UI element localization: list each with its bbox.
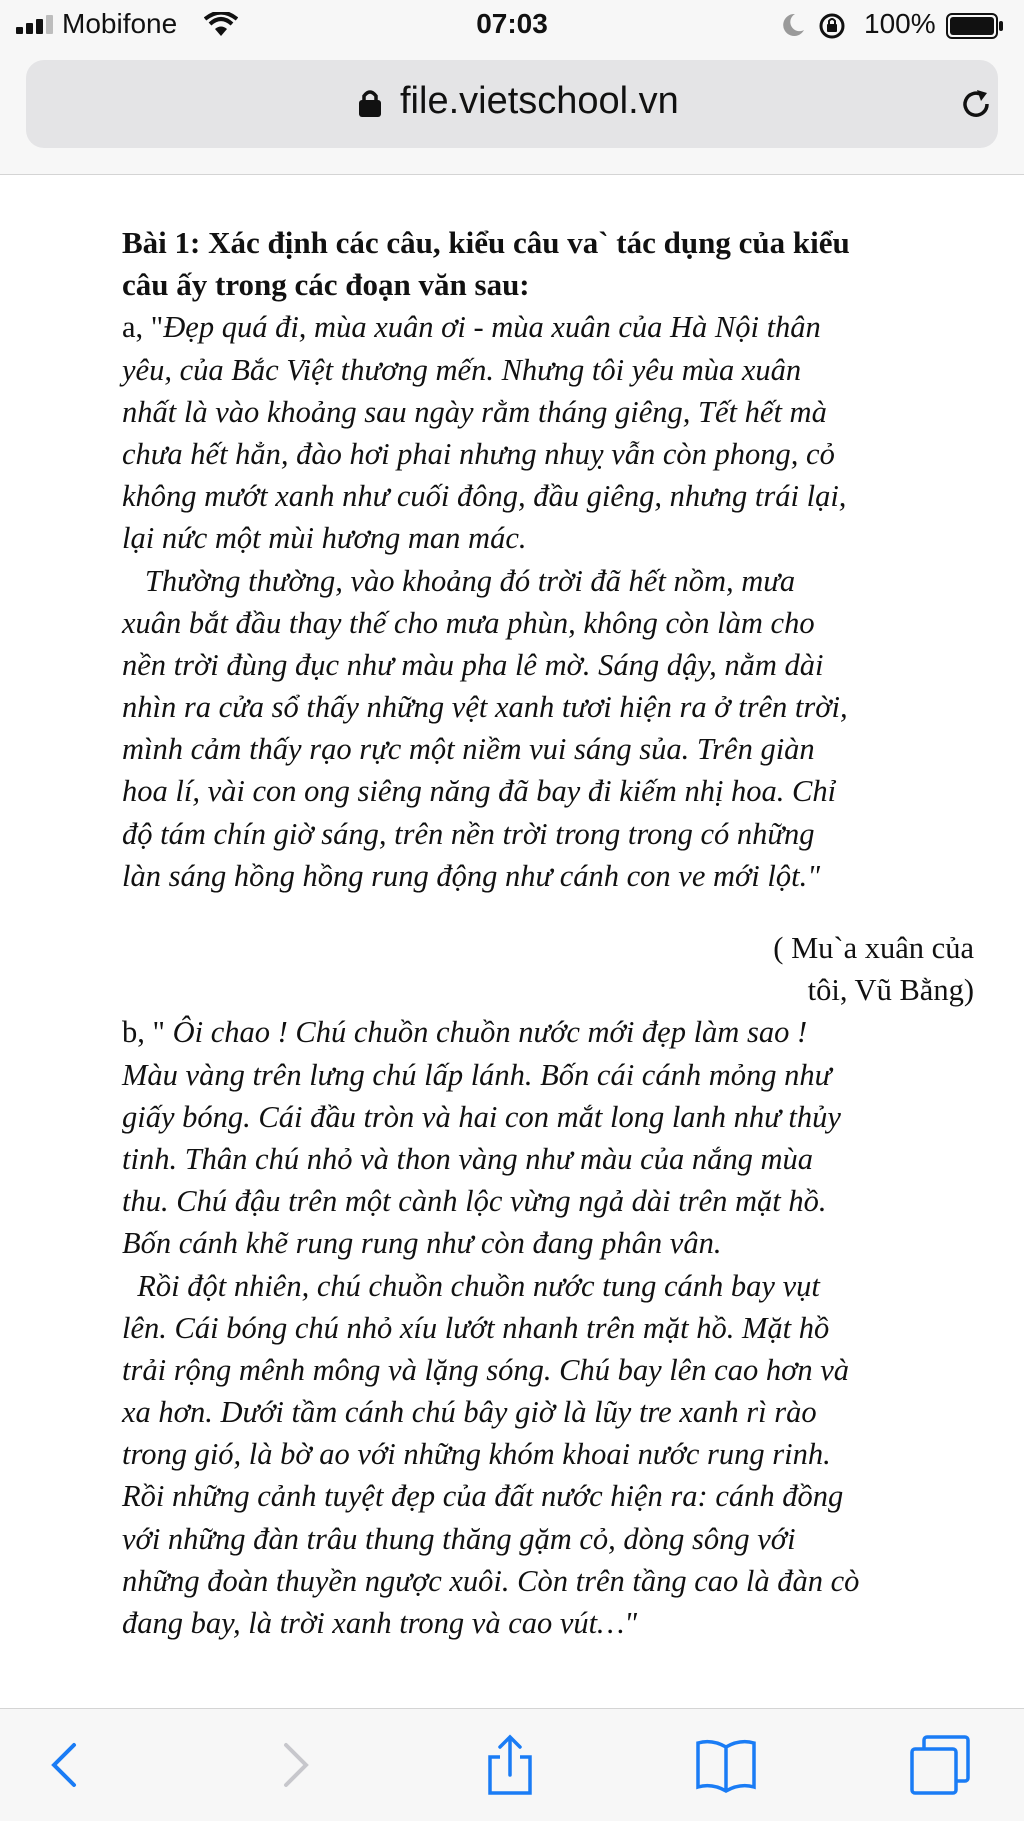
paragraph-line: giấy bóng. Cái đầu tròn và hai con mắt long lanh như thủy bbox=[122, 1099, 841, 1134]
lock-icon bbox=[358, 88, 382, 118]
forward-icon[interactable] bbox=[262, 1733, 326, 1797]
paragraph-line: xa hơn. Dưới tầm cánh chú bây giờ là lũy tre xanh rì rào bbox=[122, 1395, 817, 1430]
document-body bbox=[122, 222, 974, 1644]
carrier-name: Mobifone bbox=[62, 8, 178, 39]
paragraph-line: không mướt xanh như cuối đông, đầu giêng, nhưng trái lại, bbox=[122, 479, 847, 514]
paragraph-line: hoa lí, vài con ong siêng năng đã bay đi kiếm nhị hoa. Chỉ bbox=[122, 774, 837, 809]
reload-icon[interactable] bbox=[956, 84, 996, 124]
paragraph-line bbox=[122, 1011, 974, 1053]
bookmarks-icon[interactable] bbox=[694, 1733, 758, 1797]
part-a-first-line: Đẹp quá đi, mùa xuân ơi - mùa xuân của Hà Nội thân bbox=[163, 310, 821, 345]
paragraph-line: yêu, của Bắc Việt thương mến. Nhưng tôi yêu mùa xuân bbox=[122, 352, 802, 387]
paragraph-line: Rồi đột nhiên, chú chuồn chuồn nước tung cánh bay vụt bbox=[122, 1268, 820, 1303]
paragraph-line: lên. Cái bóng chú nhỏ xíu lướt nhanh trên mặt hồ. Mặt hồ bbox=[122, 1310, 830, 1345]
source-citation: ( Mu`a xuân của bbox=[773, 931, 974, 965]
exercise-heading-line: Bài 1: Xác định các câu, kiểu câu va` tác dụng của kiểu bbox=[122, 225, 850, 260]
paragraph-line bbox=[122, 306, 974, 348]
exercise-heading-line: câu ấy trong các đoạn văn sau: bbox=[122, 267, 530, 303]
paragraph-line: đang bay, là trời xanh trong và cao vút…" bbox=[122, 1606, 638, 1640]
paragraph-line: những đoàn thuyền ngược xuôi. Còn trên tầng cao là đàn cò bbox=[122, 1563, 860, 1598]
share-icon[interactable] bbox=[478, 1733, 542, 1797]
battery-icon bbox=[946, 13, 1004, 39]
url-text[interactable]: file.vietschool.vn bbox=[400, 80, 679, 122]
source-citation: tôi, Vũ Bằng) bbox=[807, 973, 974, 1008]
tabs-icon[interactable] bbox=[908, 1733, 972, 1797]
paragraph-line: Màu vàng trên lưng chú lấp lánh. Bốn cái cánh mỏng như bbox=[122, 1057, 832, 1092]
battery-percent: 100% bbox=[864, 8, 936, 39]
paragraph-line: độ tám chín giờ sáng, trên nền trời trong trong có những bbox=[122, 816, 815, 851]
part-a-label: a, " bbox=[122, 310, 164, 345]
paragraph-line: Thường thường, vào khoảng đó trời đã hết nồm, mưa bbox=[122, 563, 796, 598]
paragraph-line: lại nức một mùi hương man mác. bbox=[122, 521, 527, 556]
moon-icon bbox=[780, 12, 806, 38]
paragraph-line: mình cảm thấy rạo rực một niềm vui sáng sủa. Trên giàn bbox=[122, 732, 815, 767]
paragraph-line: tinh. Thân chú nhỏ và thon vàng như màu của nắng mùa bbox=[122, 1141, 813, 1176]
browser-toolbar bbox=[0, 1708, 1024, 1821]
rotation-lock-icon bbox=[818, 12, 846, 40]
paragraph-line: Bốn cánh khẽ rung rung như còn đang phân vân. bbox=[122, 1226, 722, 1261]
clock: 07:03 bbox=[476, 8, 548, 39]
paragraph-line: Rồi những cảnh tuyệt đẹp của đất nước hiện ra: cánh đồng bbox=[122, 1479, 844, 1514]
paragraph-line: trải rộng mênh mông và lặng sóng. Chú bay lên cao hơn và bbox=[122, 1352, 850, 1387]
paragraph-line: xuân bắt đầu thay thế cho mưa phùn, không còn làm cho bbox=[122, 605, 815, 640]
address-bar[interactable] bbox=[26, 60, 998, 148]
paragraph-line: nền trời đùng đục như màu pha lê mờ. Sáng dậy, nằm dài bbox=[122, 647, 824, 682]
browser-chrome bbox=[0, 52, 1024, 175]
paragraph-line: nhất là vào khoảng sau ngày rằm tháng giêng, Tết hết mà bbox=[122, 394, 827, 429]
part-b-label: b, " bbox=[122, 1015, 165, 1050]
paragraph-line: với những đàn trâu thung thăng gặm cỏ, dòng sông với bbox=[122, 1521, 796, 1556]
status-bar bbox=[0, 0, 1024, 52]
paragraph-line: nhìn ra cửa sổ thấy những vệt xanh tươi hiện ra ở trên trời, bbox=[122, 690, 848, 725]
paragraph-line: thu. Chú đậu trên một cành lộc vừng ngả dài trên mặt hồ. bbox=[122, 1184, 827, 1219]
paragraph-line: trong gió, là bờ ao với những khóm khoai nước rung rinh. bbox=[122, 1437, 831, 1472]
part-b-first-line: Ôi chao ! Chú chuồn chuồn nước mới đẹp làm sao ! bbox=[164, 1015, 808, 1050]
back-icon[interactable] bbox=[34, 1733, 98, 1797]
paragraph-line: chưa hết hẳn, đào hơi phai nhưng nhuỵ vẫn còn phong, cỏ bbox=[122, 436, 835, 471]
paragraph-line: làn sáng hồng hồng rung động như cánh con ve mới lột." bbox=[122, 858, 821, 893]
